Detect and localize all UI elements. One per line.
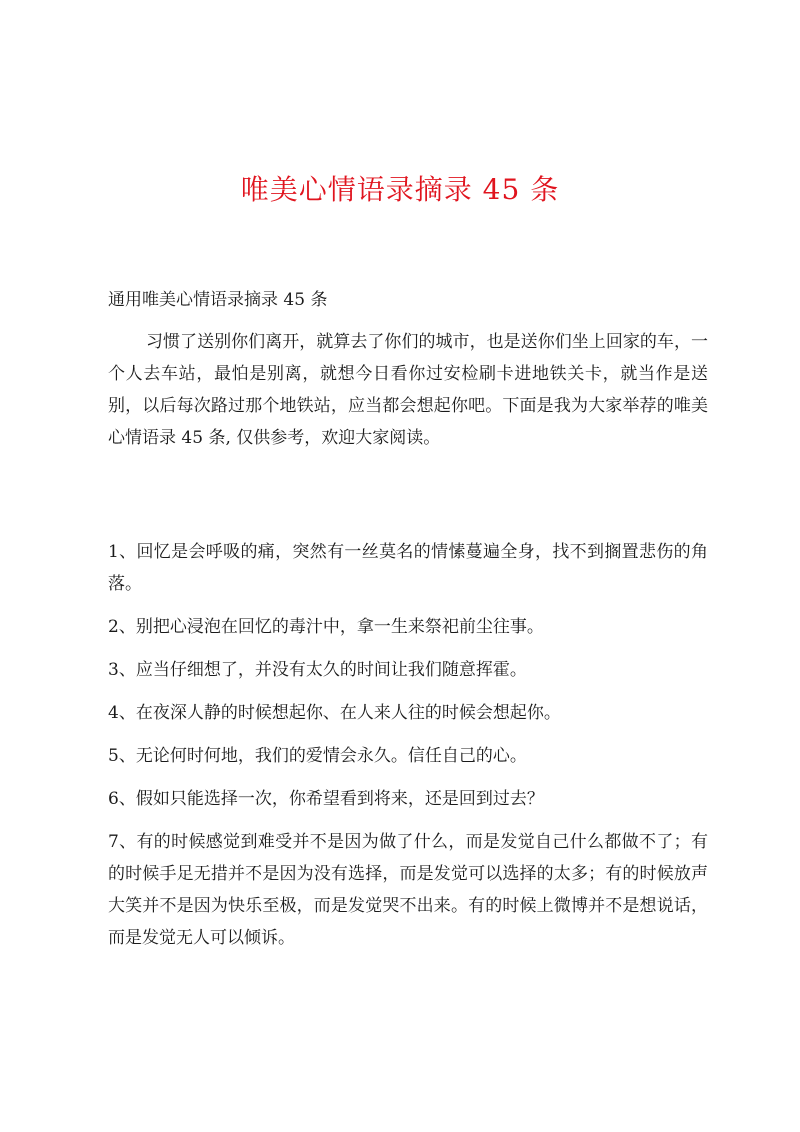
quote-item: 3、应当仔细想了，并没有太久的时间让我们随意挥霍。 <box>108 660 527 680</box>
document-subtitle: 通用唯美心情语录摘录 45 条 <box>108 290 328 310</box>
document-title: 唯美心情语录摘录 45 条 <box>240 173 560 206</box>
intro-paragraph: 习惯了送别你们离开，就算去了你们的城市，也是送你们坐上回家的车，一个人去车站，最怕是别离，就想今日看你过安检刷卡进地铁关卡，就当作是送别，以后每次路过那个地铁站，应当都会想起你吧。下面是我为大家举荐的唯美心情语录 45 条, 仅供参考，欢迎大家阅读。 <box>108 332 708 448</box>
quote-item: 6、假如只能选择一次，你希望看到将来，还是回到过去？ <box>108 789 544 809</box>
quote-item: 4、在夜深人静的时候想起你、在人来人往的时候会想起你。 <box>108 703 561 723</box>
quote-item: 5、无论何时何地，我们的爱情会永久。信任自己的心。 <box>108 746 527 766</box>
quote-item: 2、别把心浸泡在回忆的毒汁中，拿一生来祭祀前尘往事。 <box>108 617 544 637</box>
quote-list <box>108 536 708 965</box>
quote-item: 1、回忆是会呼吸的痛，突然有一丝莫名的情愫蔓遍全身，找不到搁置悲伤的角落。 <box>108 542 708 594</box>
quote-item: 7、有的时候感觉到难受并不是因为做了什么，而是发觉自己什么都做不了；有的时候手足无措并不是因为没有选择，而是发觉可以选择的太多；有的时候放声大笑并不是因为快乐至极，而是发觉哭不出来。有的时候上微博并不是想说话，而是发觉无人可以倾诉。 <box>108 832 708 948</box>
